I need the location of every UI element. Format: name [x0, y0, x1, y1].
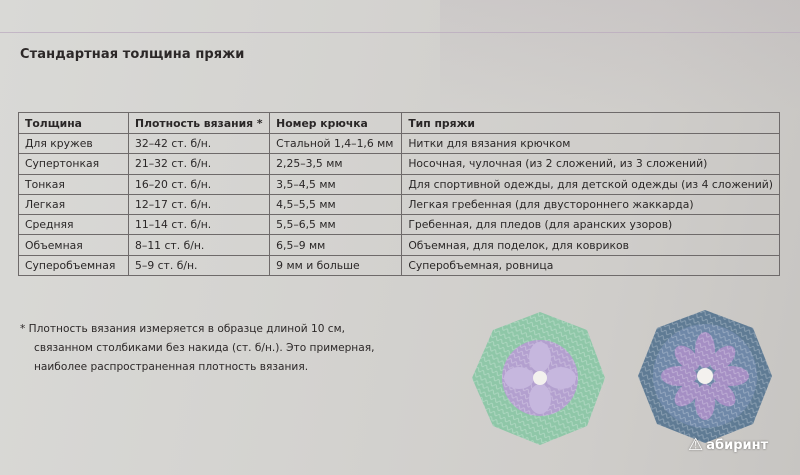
blue-crochet-motif [638, 310, 772, 443]
table-cell: Носочная, чулочная (из 2 сложений, из 3 сложений) [402, 154, 780, 174]
table-cell: 11–14 ст. б/н. [129, 215, 270, 235]
table-row [19, 255, 780, 275]
table-cell: Суперобъемная, ровница [402, 255, 780, 275]
green-crochet-motif [472, 312, 605, 445]
gauge-footnote [20, 320, 440, 377]
table-row [19, 134, 780, 154]
table-row [19, 174, 780, 194]
page-top-rule [0, 32, 800, 33]
table-cell: Суперобъемная [19, 255, 129, 275]
table-cell: Тонкая [19, 174, 129, 194]
table-cell: 6,5–9 мм [270, 235, 402, 255]
page-title: Стандартная толщина пряжи [20, 47, 245, 62]
table-cell: 5–9 ст. б/н. [129, 255, 270, 275]
table-cell: Легкая [19, 194, 129, 214]
table-cell: Средняя [19, 215, 129, 235]
table-cell: 12–17 ст. б/н. [129, 194, 270, 214]
yarn-thickness-table [18, 112, 780, 276]
table-cell: 21–32 ст. б/н. [129, 154, 270, 174]
table-cell: 9 мм и больше [270, 255, 402, 275]
table-cell: 4,5–5,5 мм [270, 194, 402, 214]
table-cell: 8–11 ст. б/н. [129, 235, 270, 255]
table-row [19, 154, 780, 174]
labirint-logo-icon: ⚠ [688, 435, 704, 455]
table-cell: Гребенная, для пледов (для аранских узоров) [402, 215, 780, 235]
table-row [19, 194, 780, 214]
footnote-line: * Плотность вязания измеряется в образце длиной 10 см, [20, 323, 345, 335]
column-header-yarn-type: Тип пряжи [402, 113, 780, 134]
table-header-row [19, 113, 780, 134]
table-cell: Нитки для вязания крючком [402, 134, 780, 154]
watermark-text: абиринт [706, 438, 769, 453]
table-cell: Стальной 1,4–1,6 мм [270, 134, 402, 154]
table-cell: 16–20 ст. б/н. [129, 174, 270, 194]
column-header-gauge: Плотность вязания * [129, 113, 270, 134]
table-cell: Для кружев [19, 134, 129, 154]
column-header-hook: Номер крючка [270, 113, 402, 134]
table-cell: Легкая гребенная (для двустороннего жаккарда) [402, 194, 780, 214]
table-row [19, 235, 780, 255]
table-cell: 3,5–4,5 мм [270, 174, 402, 194]
footnote-line: связанном столбиками без накида (ст. б/н.). Это примерная, [34, 342, 375, 354]
table-cell: 32–42 ст. б/н. [129, 134, 270, 154]
table-cell: Объемная, для поделок, для ковриков [402, 235, 780, 255]
table-cell: Для спортивной одежды, для детской одежды (из 4 сложений) [402, 174, 780, 194]
table-cell: 2,25–3,5 мм [270, 154, 402, 174]
opposite-page-bleed [440, 0, 800, 110]
column-header-thickness: Толщина [19, 113, 129, 134]
table-cell: Объемная [19, 235, 129, 255]
labirint-watermark [688, 437, 768, 454]
footnote-line: наиболее распространенная плотность вязания. [34, 361, 309, 373]
table-cell: 5,5–6,5 мм [270, 215, 402, 235]
table-row [19, 215, 780, 235]
table-cell: Супертонкая [19, 154, 129, 174]
